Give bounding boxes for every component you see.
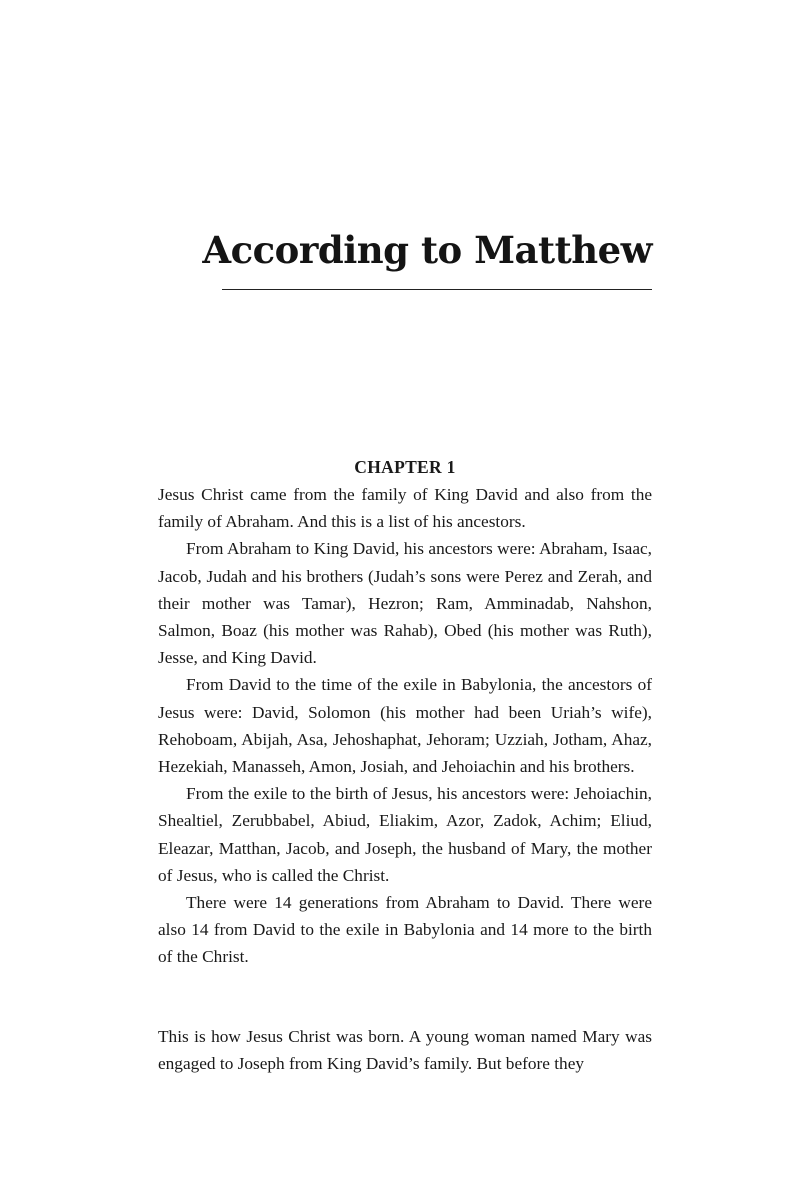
- paragraph: From the exile to the birth of Jesus, his ancestors were: Jehoiachin, Shealtiel, Zerubbabel, Abiud, Eliakim, Azor, Zadok, Achim; Eliud, Eleazar, Matthan, Jacob, and Joseph, the husband of Mary, the mother of Jesus, who is called the Christ.: [158, 784, 652, 885]
- paragraph: From Abraham to King David, his ancestors were: Abraham, Isaac, Jacob, Judah and his brothers (Judah’s sons were Perez and Zerah, and their mother was Tamar), Hezron; Ram, Amminadab, Nahshon, Salmon, Boaz (his mother was Rahab), Obed (his mother was Ruth), Jesse, and King David.: [158, 539, 652, 668]
- paragraph: There were 14 generations from Abraham to David. There were also 14 from David to the exile in Babylonia and 14 more to the birth of the Christ.: [158, 893, 652, 967]
- section-body: [158, 1023, 652, 1077]
- paragraph: Jesus Christ came from the family of King David and also from the family of Abraham. And this is a list of his ancestors.: [158, 485, 652, 532]
- page-title: According to Matthew: [202, 228, 652, 272]
- chapter-heading: CHAPTER 1: [354, 457, 456, 477]
- chapter-body: [158, 481, 652, 971]
- paragraph: This is how Jesus Christ was born. A young woman named Mary was engaged to Joseph from King David’s family. But before they: [158, 1027, 652, 1074]
- title-underline: [222, 289, 652, 290]
- paragraph: From David to the time of the exile in Babylonia, the ancestors of Jesus were: David, Solomon (his mother had been Uriah’s wife), Rehoboam, Abijah, Asa, Jehoshaphat, Jehoram; Uzziah, Jotham, Ahaz, Hezekiah, Manasseh, Amon, Josiah, and Jehoiachin and his brothers.: [158, 675, 652, 777]
